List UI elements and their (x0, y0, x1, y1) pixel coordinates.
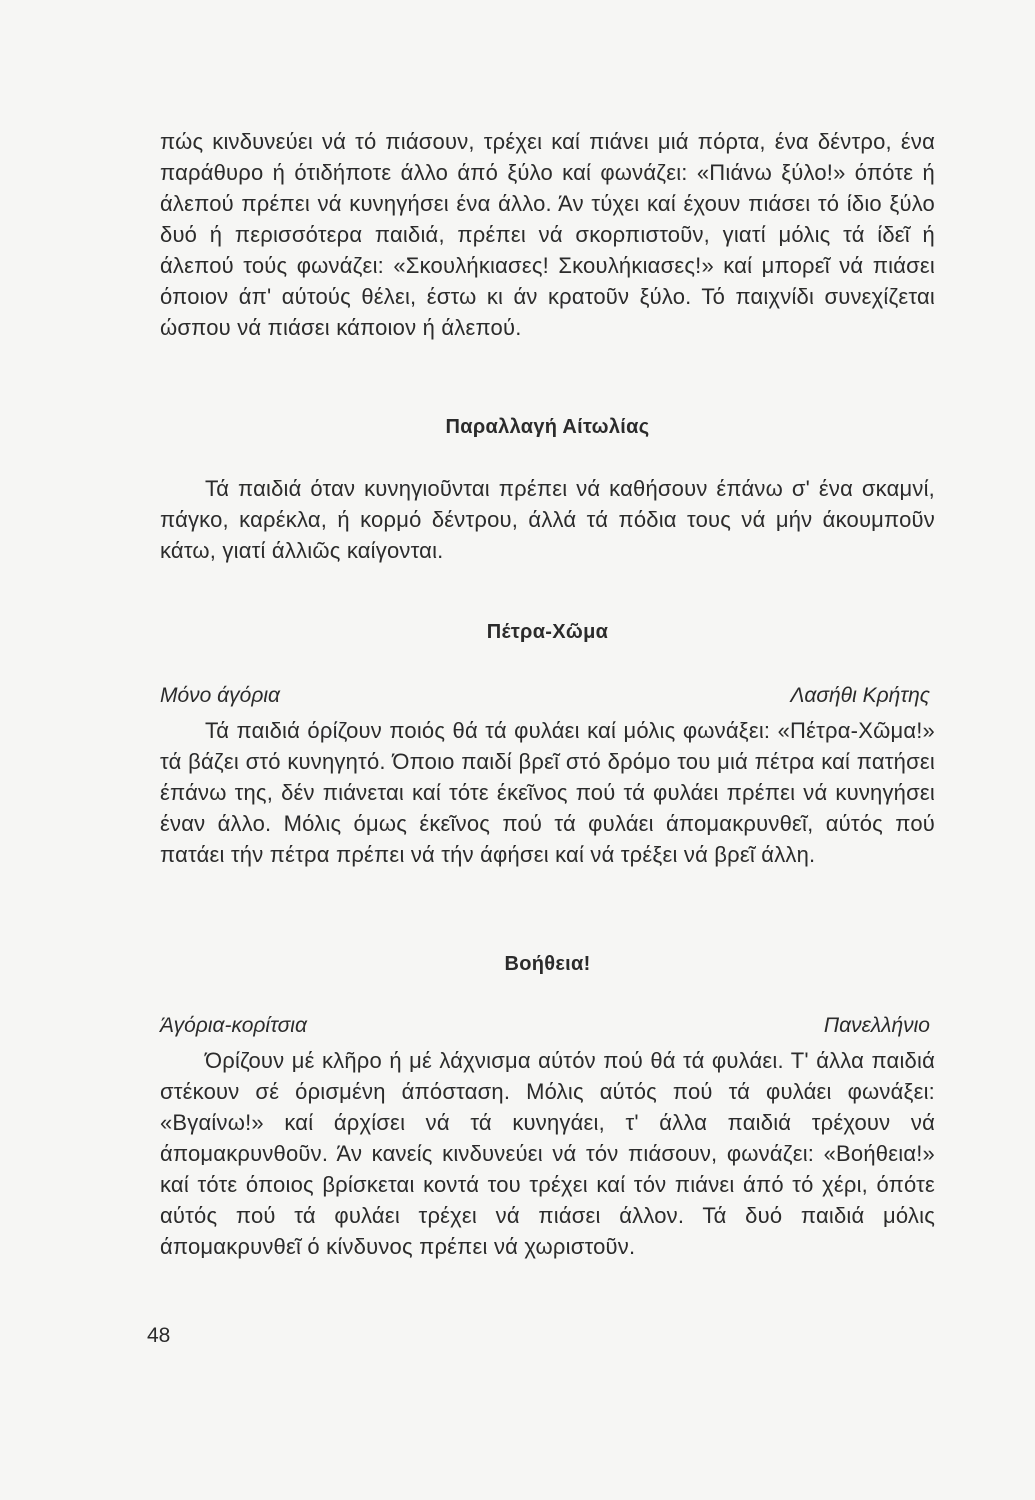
voitheia-meta-row (160, 1014, 930, 1038)
section-title-aitolia: Παραλλαγή Αίτωλίας (445, 416, 650, 438)
petra-region: Λασήθι Κρήτης (790, 684, 930, 707)
voitheia-region: Πανελλήνιο (823, 1014, 930, 1037)
petra-text (160, 715, 935, 870)
petra-participants: Μόνο άγόρια (160, 684, 281, 707)
voitheia-participants: Άγόρια-κορίτσια (160, 1014, 307, 1037)
section-title-voitheia: Βοήθεια! (504, 953, 591, 975)
voitheia-text (160, 1045, 935, 1262)
petra-meta-row (160, 684, 930, 708)
page-number: 48 (147, 1324, 171, 1347)
intro-paragraph: πώς κινδυνεύει νά τό πιάσουν, τρέχει καί πιάνει μιά πόρτα, ένα δέντρο, ένα παράθυρο ή ότιδήποτε άλλο άπό ξύλο καί φωνάζει: «Πιάνω ξύλο!» όπότε ή άλεπού πρέπει νά κυνηγήσει ένα άλλο. Άν τύχει καί έχουν πιάσει τό ίδιο ξύλο δυό ή περισσότερα παιδιά, πρέπει νά σκορπιστοῦν, γιατί μόλις τά ίδεῖ ή άλεπού τούς φωνάζει: «Σκουλήκιασες! Σκουλήκιασες!» καί μπορεῖ νά πιάσει όποιον άπ' αύτούς θέλει, έστω κι άν κρατοῦν ξύλο. Τό παιχνίδι συνεχίζεται ώσπου νά πιάσει κάποιον ή άλεπού. (160, 129, 935, 340)
petra-paragraph: Τά παιδιά όρίζουν ποιός θά τά φυλάει καί μόλις φωνάξει: «Πέτρα-Χῶμα!» τά βάζει στό κυνηγητό. Όποιο παιδί βρεῖ στό δρόμο του μιά πέτρα καί πατήσει έπάνω της, δέν πιάνεται καί τότε έκεῖνος πού τά φυλάει πρέπει νά κυνηγήσει έναν άλλο. Μόλις όμως έκεῖνος πού τά φυλάει άπομακρυνθεῖ, αύτός πού πατάει τήν πέτρα πρέπει νά τήν άφήσει καί νά τρέξει νά βρεῖ άλλη. (160, 718, 935, 867)
voitheia-paragraph: Όρίζουν μέ κλῆρο ή μέ λάχνισμα αύτόν πού θά τά φυλάει. Τ' άλλα παιδιά στέκουν σέ όρισμένη άπόσταση. Μόλις αύτός πού τά φυλάει φωνάξει: «Βγαίνω!» καί άρχίσει νά τά κυνηγάει, τ' άλλα παιδιά τρέχουν νά άπομακρυνθοῦν. Άν κανείς κινδυνεύει νά τόν πιάσουν, φωνάζει: «Βοήθεια!» καί τότε όποιος βρίσκεται κοντά του τρέχει καί τόν πιάνει άπό τό χέρι, όπότε αύτός πού τά φυλάει τρέχει νά πιάσει άλλον. Τά δυό παιδιά μόλις άπομακρυνθεῖ ό κίνδυνος πρέπει νά χωριστοῦν. (160, 1048, 935, 1259)
aitolia-text (160, 473, 935, 566)
section-title-petra: Πέτρα-Χῶμα (486, 621, 609, 643)
intro-text (160, 126, 935, 343)
aitolia-paragraph: Τά παιδιά όταν κυνηγιοῦνται πρέπει νά καθήσουν έπάνω σ' ένα σκαμνί, πάγκο, καρέκλα, ή κορμό δέντρου, άλλά τά πόδια τους νά μήν άκουμποῦν κάτω, γιατί άλλιῶς καίγονται. (160, 476, 935, 563)
